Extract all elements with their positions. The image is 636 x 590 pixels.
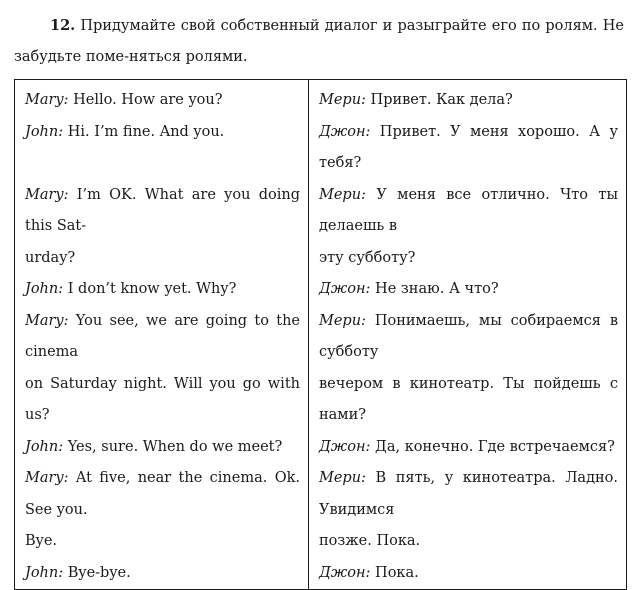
dialog-line [25, 117, 300, 149]
line-text: I’m OK. What are you doing this Sat- [25, 186, 300, 234]
dialog-line [25, 85, 300, 117]
dialog-line [25, 243, 300, 275]
dialog-line [25, 306, 300, 369]
dialog-line [25, 148, 300, 180]
dialog-line [25, 558, 300, 590]
dialog-line [25, 526, 300, 558]
line-text: Bye-bye. [63, 564, 131, 581]
line-text: Пока. [370, 564, 419, 581]
dialog-line [319, 180, 618, 243]
dialog-line [25, 432, 300, 464]
dialog-line [25, 274, 300, 306]
line-text: позже. Пока. [319, 533, 421, 549]
speaker-name: Mary: [25, 470, 69, 486]
line-text: Привет. Как дела? [365, 92, 513, 108]
line-text: Bye. [25, 533, 58, 549]
english-dialog-column [15, 80, 309, 590]
line-text: У меня все отлично. Что ты делаешь в [319, 186, 618, 234]
dialog-line [319, 117, 618, 180]
line-text: I don’t know yet. Why? [63, 281, 237, 297]
speaker-name: John: [25, 123, 64, 140]
dialog-line [319, 243, 618, 275]
line-text: Hi. I’m fine. And you. [63, 123, 225, 140]
speaker-name: John: [25, 438, 64, 455]
line-text: Да, конечно. Где встречаемся? [370, 438, 615, 455]
dialog-table [14, 79, 627, 590]
line-text: urday? [25, 249, 76, 266]
line-text: Hello. How are you? [68, 92, 223, 108]
line-text: Не знаю. А что? [370, 281, 499, 297]
line-text: Привет. У меня хорошо. А у тебя? [319, 123, 618, 171]
dialog-line [25, 463, 300, 526]
exercise-text: Придумайте свой собственный диалог и разыграйте его по ролям. Не забудьте поме-няться ролями. [14, 18, 625, 65]
russian-dialog-column [309, 80, 627, 590]
speaker-name: Мери: [319, 470, 366, 486]
speaker-name: Джон: [319, 438, 371, 455]
dialog-line [319, 274, 618, 306]
exercise-instruction [14, 10, 624, 73]
dialog-line [25, 369, 300, 432]
dialog-row [15, 80, 627, 590]
line-text: At five, near the cinema. Ok. See you. [25, 470, 300, 518]
speaker-name: Мери: [319, 312, 366, 329]
dialog-line [319, 306, 618, 369]
exercise-number: 12. [50, 17, 76, 34]
line-text: You see, we are going to the cinema [25, 312, 300, 360]
dialog-line [25, 180, 300, 243]
line-text: on Saturday night. Will you go with us? [25, 375, 300, 423]
line-text: Yes, sure. When do we meet? [63, 438, 283, 455]
speaker-name: Джон: [319, 123, 371, 140]
speaker-name: Mary: [25, 186, 69, 203]
line-text: эту субботу? [319, 249, 416, 266]
speaker-name: Джон: [319, 564, 371, 581]
speaker-name: Mary: [25, 92, 69, 108]
dialog-line [319, 463, 618, 526]
speaker-name: Mary: [25, 312, 69, 329]
dialog-line [319, 526, 618, 558]
line-text: Понимаешь, мы собираемся в субботу [319, 312, 618, 360]
speaker-name: John: [25, 281, 64, 297]
speaker-name: Мери: [319, 92, 366, 108]
dialog-line [319, 432, 618, 464]
dialog-line [319, 558, 618, 590]
line-text: В пять, у кинотеатра. Ладно. Увидимся [319, 470, 618, 518]
speaker-name: John: [25, 564, 64, 581]
dialog-line [319, 369, 618, 432]
speaker-name: Мери: [319, 186, 366, 203]
speaker-name: Джон: [319, 281, 371, 297]
line-text: вечером в кинотеатр. Ты пойдешь с нами? [319, 375, 618, 423]
dialog-line [319, 85, 618, 117]
